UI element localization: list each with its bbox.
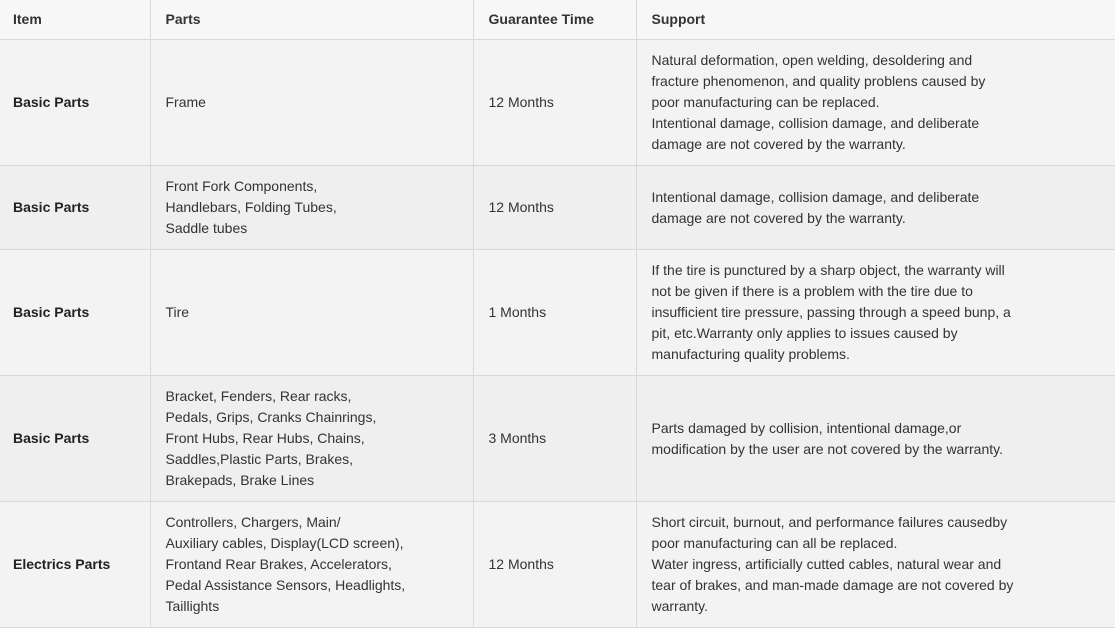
header-guarantee-time: Guarantee Time [473, 0, 636, 40]
header-support: Support [636, 0, 1115, 40]
header-parts: Parts [150, 0, 473, 40]
guarantee-time-cell: 12 Months [473, 166, 636, 250]
support-cell [636, 250, 1115, 376]
table-row [0, 502, 1115, 628]
parts-cell [150, 40, 473, 166]
item-cell: Basic Parts [0, 376, 150, 502]
support-text: Short circuit, burnout, and performance failures causedby poor manufacturing can all be replaced. Water ingress, artificially cutted cables, natural wear and tear of brakes, and man-made damage are not covered by warranty. [651, 514, 1014, 614]
support-text: If the tire is punctured by a sharp object, the warranty will not be given if there is a problem with the tire due to insufficient tire pressure, passing through a speed bunp, a pit, etc.Warranty only applies to issues caused by manufacturing quality problems. [651, 262, 1011, 362]
item-cell: Basic Parts [0, 40, 150, 166]
parts-text: Tire [165, 304, 190, 320]
support-cell [636, 166, 1115, 250]
parts-cell [150, 250, 473, 376]
parts-cell [150, 376, 473, 502]
guarantee-time-cell: 3 Months [473, 376, 636, 502]
support-cell [636, 502, 1115, 628]
parts-cell [150, 166, 473, 250]
support-cell [636, 376, 1115, 502]
table-row [0, 40, 1115, 166]
table-row [0, 166, 1115, 250]
parts-cell [150, 502, 473, 628]
support-text: Parts damaged by collision, intentional damage,or modification by the user are not covered by the warranty. [651, 419, 1003, 457]
parts-text: Frame [165, 94, 206, 110]
header-item: Item [0, 0, 150, 40]
item-cell: Electrics Parts [0, 502, 150, 628]
parts-text: Bracket, Fenders, Rear racks, Pedals, Grips, Cranks Chainrings, Front Hubs, Rear Hubs, Chains, Saddles,Plastic Parts, Brakes, Brakepads, Brake Lines [165, 388, 377, 488]
header-row [0, 0, 1115, 40]
support-cell [636, 40, 1115, 166]
support-text: Intentional damage, collision damage, and deliberate damage are not covered by the warranty. [651, 188, 980, 226]
table-row [0, 250, 1115, 376]
table-row [0, 376, 1115, 502]
support-text: Natural deformation, open welding, desoldering and fracture phenomenon, and quality problens caused by poor manufacturing can be replaced. Intentional damage, collision damage, and deliberate damage are not covered by the warranty. [651, 52, 986, 152]
guarantee-time-cell: 1 Months [473, 250, 636, 376]
parts-text: Controllers, Chargers, Main/ Auxiliary cables, Display(LCD screen), Frontand Rear Brakes, Accelerators, Pedal Assistance Sensors, Headlights, Taillights [165, 514, 406, 614]
guarantee-time-cell: 12 Months [473, 502, 636, 628]
item-cell: Basic Parts [0, 166, 150, 250]
parts-text: Front Fork Components, Handlebars, Folding Tubes, Saddle tubes [165, 178, 337, 236]
guarantee-time-cell: 12 Months [473, 40, 636, 166]
item-cell: Basic Parts [0, 250, 150, 376]
